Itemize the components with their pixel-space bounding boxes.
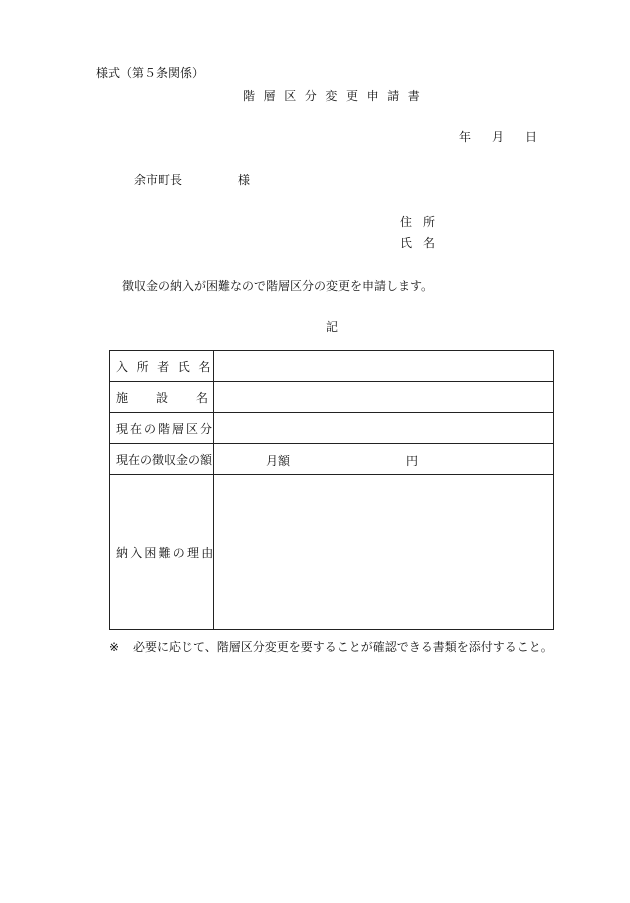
resident-name-field[interactable] bbox=[214, 351, 554, 382]
applicant-name-label: 氏名 bbox=[400, 236, 447, 250]
table-row bbox=[110, 382, 554, 413]
attachment-note bbox=[109, 641, 553, 653]
resident-name-label: 入所者氏名 bbox=[110, 351, 214, 382]
monthly-amount-label: 月額 bbox=[266, 454, 291, 468]
details-table bbox=[109, 350, 554, 630]
table-row bbox=[110, 444, 554, 475]
current-tier-label: 現在の階層区分 bbox=[110, 413, 214, 444]
note-mark: ※ bbox=[109, 640, 120, 654]
addressee: 余市町長 bbox=[134, 173, 183, 187]
yen-unit-label: 円 bbox=[406, 454, 419, 468]
document-title: 階層区分変更申請書 bbox=[243, 89, 429, 103]
current-fee-field[interactable] bbox=[214, 444, 554, 475]
addressee-honorific: 様 bbox=[238, 173, 251, 187]
current-fee-label: 現在の徴収金の額 bbox=[110, 444, 214, 475]
date-year-label: 年 bbox=[459, 130, 472, 144]
date-day-label: 日 bbox=[525, 130, 538, 144]
form-number: 様式（第５条関係） bbox=[96, 66, 205, 80]
table-row bbox=[110, 351, 554, 382]
note-text: 必要に応じて、階層区分変更を要することが確認できる書類を添付すること。 bbox=[133, 640, 553, 654]
current-tier-field[interactable] bbox=[214, 413, 554, 444]
date-month-label: 月 bbox=[492, 130, 505, 144]
table-row bbox=[110, 475, 554, 630]
payment-difficulty-reason-field[interactable] bbox=[214, 475, 554, 630]
date-line bbox=[459, 131, 537, 143]
ki-heading: 記 bbox=[326, 320, 339, 334]
application-statement: 徴収金の納入が困難なので階層区分の変更を申請します。 bbox=[122, 279, 434, 293]
table-row bbox=[110, 413, 554, 444]
facility-name-label: 施設名 bbox=[110, 382, 214, 413]
payment-difficulty-reason-label: 納入困難の理由 bbox=[110, 475, 214, 630]
facility-name-field[interactable] bbox=[214, 382, 554, 413]
applicant-address-label: 住所 bbox=[400, 215, 447, 229]
